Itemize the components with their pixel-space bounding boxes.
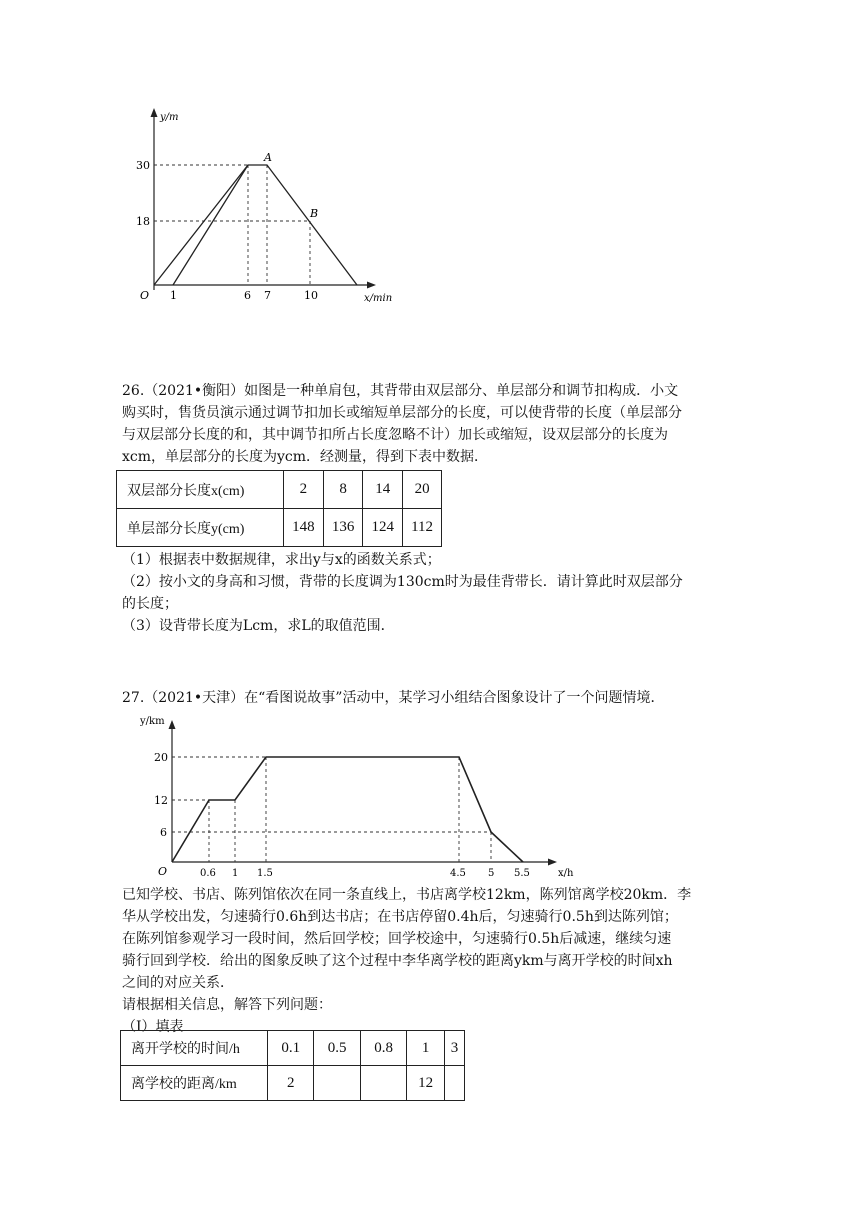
x-tick-1: 1 (170, 289, 177, 302)
distance-time-graph-1 (130, 105, 400, 310)
q27-cell: 0.1 (268, 1031, 314, 1066)
q27-table (120, 1030, 465, 1101)
q27-line-7: （Ⅰ）填表 (122, 1019, 184, 1035)
q27-answer-cell[interactable] (360, 1066, 406, 1101)
q26-question-2-cont: 的长度； (122, 596, 178, 612)
point-a-label: A (264, 151, 272, 164)
q27-line-5: 之间的对应关系． (122, 975, 234, 991)
q27-row2-header: 离学校的距离/km (121, 1066, 268, 1101)
y-tick-12: 12 (154, 794, 168, 807)
q27-answer-cell[interactable]: 12 (407, 1066, 445, 1101)
q26-question-1: （1）根据表中数据规律，求出y与x的函数关系式； (122, 552, 441, 568)
q26-table (116, 470, 442, 547)
x-axis-label: x/h (558, 868, 574, 879)
q26-row2-header: 单层部分长度y(cm) (117, 509, 284, 547)
q27-cell: 3 (444, 1031, 464, 1066)
q26-cell: 2 (284, 471, 324, 509)
x-axis-label: x/min (364, 293, 393, 304)
q27-line-4: 骑行回到学校．给出的图象反映了这个过程中李华离学校的距离ykm与离开学校的时间xh (122, 953, 673, 969)
q26-line-1: 26.（2021•衡阳）如图是一种单肩包，其背带由双层部分、单层部分和调节扣构成．小文 (122, 383, 679, 399)
q26-cell: 20 (403, 471, 442, 509)
q26-line-4: xcm，单层部分的长度为ycm．经测量，得到下表中数据． (122, 449, 489, 465)
x-tick-0.6: 0.6 (200, 868, 216, 879)
y-axis-label: y/km (140, 716, 165, 727)
q27-intro: 27.（2021•天津）在“看图说故事”活动中，某学习小组结合图象设计了一个问题情境． (122, 690, 665, 706)
q26-cell: 8 (323, 471, 363, 509)
q27-line-2: 华从学校出发，匀速骑行0.6h到达书店；在书店停留0.4h后，匀速骑行0.5h到达陈列馆； (122, 909, 678, 925)
x-axis-arrow (367, 282, 376, 289)
q26-questions (122, 549, 732, 637)
q26-text (122, 380, 732, 468)
guide-lines (172, 757, 491, 862)
q26-cell: 148 (284, 509, 324, 547)
point-b-label: B (310, 207, 319, 220)
q27-text (122, 884, 732, 1038)
x-axis-arrow (548, 859, 557, 866)
q27-cell: 1 (407, 1031, 445, 1066)
q27-cell: 0.5 (314, 1031, 360, 1066)
x-tick-5.5: 5.5 (514, 868, 530, 879)
x-tick-1.5: 1.5 (257, 868, 273, 879)
q27-line-1: 已知学校、书店、陈列馆依次在同一条直线上，书店离学校12km，陈列馆离学校20km．李 (122, 887, 692, 903)
origin-label: O (158, 865, 168, 878)
q27-line-3: 在陈列馆参观学习一段时间，然后回学校；回学校途中，匀速骑行0.5h后减速，继续匀速 (122, 931, 672, 947)
x-tick-1: 1 (232, 868, 239, 879)
q26-cell: 14 (363, 471, 403, 509)
x-tick-7: 7 (264, 289, 271, 302)
q26-line-2: 购买时，售货员演示通过调节扣加长或缩短单层部分的长度，可以使背带的长度（单层部分 (122, 405, 682, 421)
y-tick-6: 6 (160, 826, 167, 839)
q27-line-6: 请根据相关信息，解答下列问题： (122, 997, 332, 1013)
distance-line (172, 757, 523, 862)
q27-cell: 0.8 (360, 1031, 406, 1066)
x-tick-4.5: 4.5 (450, 868, 466, 879)
q27-row1-header: 离开学校的时间/h (121, 1031, 268, 1066)
q26-line-3: 与双层部分长度的和，其中调节扣所占长度忽略不计）加长或缩短，设双层部分的长度为 (122, 427, 668, 443)
x-tick-6: 6 (244, 289, 251, 302)
x-tick-10: 10 (304, 289, 318, 302)
distance-time-graph-2 (130, 712, 590, 882)
guide-lines (154, 165, 310, 285)
q26-row1-header: 双层部分长度x(cm) (117, 471, 284, 509)
q26-question-2: （2）按小文的身高和习惯，背带的长度调为130cm时为最佳背带长．请计算此时双层部分 (122, 574, 683, 590)
q27-answer-cell[interactable] (444, 1066, 464, 1101)
y-axis-arrow (151, 108, 158, 117)
x-tick-5: 5 (488, 868, 495, 879)
y-tick-20: 20 (154, 751, 168, 764)
q26-question-3: （3）设背带长度为Lcm，求L的取值范围． (122, 618, 395, 634)
y-axis-arrow (169, 720, 176, 729)
y-tick-30: 30 (136, 159, 150, 172)
y-tick-18: 18 (136, 215, 150, 228)
q27-answer-cell[interactable]: 2 (268, 1066, 314, 1101)
q26-cell: 112 (403, 509, 442, 547)
q27-answer-cell[interactable] (314, 1066, 360, 1101)
origin-label: O (140, 289, 150, 302)
q26-cell: 136 (323, 509, 363, 547)
q26-cell: 124 (363, 509, 403, 547)
graph-lines (154, 165, 357, 285)
y-axis-label: y/m (160, 112, 179, 123)
